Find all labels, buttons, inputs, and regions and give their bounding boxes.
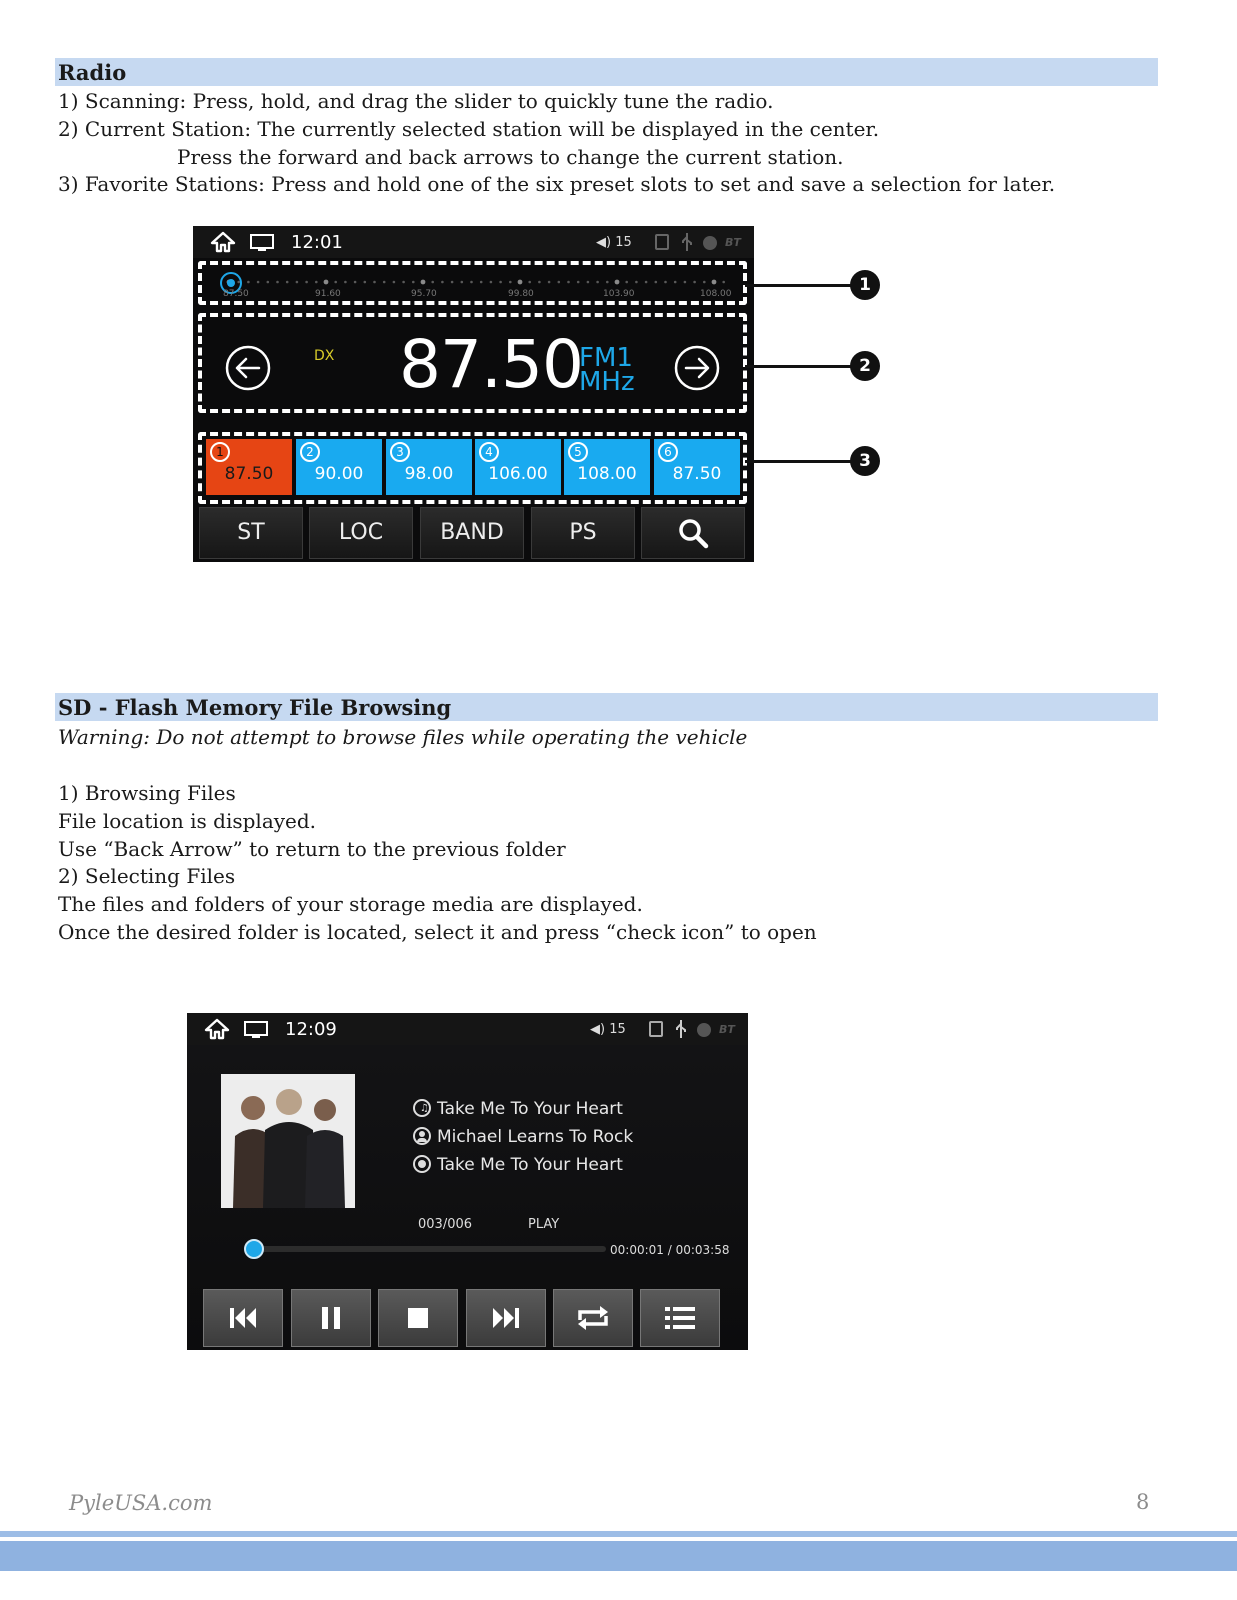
home-icon[interactable] [209,231,237,253]
radio-instruction-3: 3) Favorite Stations: Press and hold one of the six preset slots to set and save a selection for later. [58,172,1056,196]
clock: 12:09 [285,1019,337,1040]
band-name: FM1 [579,343,633,373]
scale-minor-tick [722,281,725,284]
preset-number: 3 [390,442,410,462]
status-bar [193,226,754,258]
album-row [413,1155,623,1175]
callout-leader [745,365,853,368]
sd-instruction-6: Once the desired folder is located, select it and press “check icon” to open [58,920,817,944]
preset-number: 4 [479,442,499,462]
scale-major-tick [615,280,620,285]
st-button[interactable]: ST [199,507,303,559]
scale-minor-tick [461,281,464,284]
scale-minor-tick [247,281,250,284]
bluetooth-icon: BT [719,1023,735,1036]
preset-number: 5 [568,442,588,462]
preset-frequency: 87.50 [672,464,722,484]
scale-minor-tick [441,281,444,284]
album-art-image [221,1074,355,1208]
callout-leader [745,460,853,463]
scale-minor-tick [276,281,279,284]
sd-card-icon [655,234,669,250]
scale-minor-tick [412,281,415,284]
tick-label: 87.50 [223,289,249,299]
preset-4[interactable] [475,439,561,495]
scale-minor-tick [703,281,706,284]
gear-icon [703,236,717,250]
scale-minor-tick [451,281,454,284]
preset-1[interactable] [206,439,292,495]
volume-indicator: ◀) 15 [590,1022,626,1037]
sd-instruction-5: The files and folders of your storage media are displayed. [58,892,643,916]
scale-minor-tick [596,281,599,284]
scale-minor-tick [625,281,628,284]
scale-minor-tick [470,281,473,284]
volume-indicator: ◀) 15 [596,235,632,250]
preset-2[interactable] [296,439,382,495]
sd-instruction-3: Use “Back Arrow” to return to the previous folder [58,837,566,861]
ps-button[interactable]: PS [531,507,635,559]
preset-frequency: 98.00 [404,464,454,484]
preset-frequency: 90.00 [314,464,364,484]
scale-minor-tick [558,281,561,284]
scale-minor-tick [635,281,638,284]
scale-major-tick [712,280,717,285]
artist-name: Michael Learns To Rock [437,1127,634,1147]
scale-minor-tick [393,281,396,284]
scale-minor-tick [490,281,493,284]
scale-minor-tick [509,281,512,284]
callout-marker-3: 3 [850,446,880,476]
sd-instruction-2: File location is displayed. [58,809,317,833]
home-icon[interactable] [203,1018,231,1040]
tick-label: 99.80 [508,289,534,299]
scale-minor-tick [257,281,260,284]
scale-minor-tick [548,281,551,284]
scale-minor-tick [383,281,386,284]
playlist-button[interactable] [640,1289,720,1347]
scale-minor-tick [587,281,590,284]
radio-screenshot [193,226,754,562]
track-index: 003/006 [418,1217,473,1232]
scale-minor-tick [364,281,367,284]
preset-3[interactable] [386,439,472,495]
repeat-button[interactable] [553,1289,633,1347]
scale-minor-tick [606,281,609,284]
scale-major-tick [518,280,523,285]
scale-minor-tick [344,281,347,284]
radio-instruction-2-cont: Press the forward and back arrows to change the current station. [177,145,844,169]
band-label [579,343,635,397]
stop-button[interactable] [378,1289,458,1347]
progress-knob[interactable] [244,1239,264,1259]
scale-minor-tick [645,281,648,284]
person-icon [413,1127,431,1145]
music-note-icon: ♫ [413,1099,431,1117]
scale-minor-tick [693,281,696,284]
usb-icon [679,232,695,252]
page-number: 8 [1136,1490,1150,1514]
preset-frequency: 108.00 [577,464,637,484]
preset-6[interactable] [654,439,740,495]
previous-track-button[interactable] [203,1289,283,1347]
status-bar [187,1013,748,1045]
scale-minor-tick [305,281,308,284]
scale-minor-tick [315,281,318,284]
tuning-slider[interactable] [213,272,733,292]
radio-section-header [55,58,1158,86]
previous-icon [204,1290,282,1346]
band-unit: MHz [579,367,635,397]
dx-indicator: DX [314,348,335,364]
next-station-button[interactable] [674,345,720,391]
scale-minor-tick [664,281,667,284]
volume-level: 15 [609,1022,626,1037]
volume-level: 15 [615,235,632,250]
scale-minor-tick [267,281,270,284]
album-name: Take Me To Your Heart [437,1155,623,1175]
current-frequency: 87.50 [399,326,583,403]
search-button[interactable] [641,507,745,559]
scale-minor-tick [373,281,376,284]
list-icon [641,1290,719,1346]
scale-minor-tick [334,281,337,284]
sd-card-icon [649,1021,663,1037]
album-art [221,1074,355,1208]
gear-icon [697,1023,711,1037]
preset-5[interactable] [564,439,650,495]
preset-number: 2 [300,442,320,462]
scale-minor-tick [402,281,405,284]
sd-instruction-1: 1) Browsing Files [58,781,236,805]
track-title-row [413,1099,623,1119]
player-screenshot [187,1013,748,1350]
pause-icon [292,1290,370,1346]
scale-minor-tick [354,281,357,284]
search-icon [676,516,710,550]
footer-band [0,1541,1237,1571]
scale-minor-tick [480,281,483,284]
pause-button[interactable] [291,1289,371,1347]
tick-label: 95.70 [411,289,437,299]
scale-minor-tick [296,281,299,284]
loc-button[interactable]: LOC [309,507,413,559]
tick-label: 108.00 [700,289,732,299]
play-state: PLAY [528,1217,560,1232]
preset-frequency: 106.00 [488,464,548,484]
disc-icon [413,1155,431,1173]
preset-number: 1 [210,442,230,462]
scale-minor-tick [684,281,687,284]
scale-major-tick [324,280,329,285]
clock: 12:01 [291,232,343,253]
sd-section-header [55,693,1158,721]
callout-marker-1: 1 [850,270,880,300]
sd-warning: Warning: Do not attempt to browse files while operating the vehicle [58,725,748,749]
radio-instruction-1: 1) Scanning: Press, hold, and drag the slider to quickly tune the radio. [58,89,774,113]
scale-minor-tick [577,281,580,284]
scale-major-tick [421,280,426,285]
scale-minor-tick [431,281,434,284]
scale-minor-tick [538,281,541,284]
previous-station-button[interactable] [225,345,271,391]
radio-instruction-2: 2) Current Station: The currently selected station will be displayed in the center. [58,117,880,141]
bluetooth-icon: BT [725,236,741,249]
next-icon [467,1290,545,1346]
next-track-button[interactable] [466,1289,546,1347]
tick-label: 91.60 [315,289,341,299]
elapsed-time: 00:00:01 / 00:03:58 [610,1243,730,1257]
screen-icon[interactable] [249,234,275,252]
footer-rule [0,1531,1237,1537]
usb-icon [673,1019,689,1039]
scale-minor-tick [528,281,531,284]
footer-website: PyleUSA.com [69,1491,213,1515]
track-title: Take Me To Your Heart [437,1099,623,1119]
sd-instruction-4: 2) Selecting Files [58,864,236,888]
scale-minor-tick [567,281,570,284]
screen-icon[interactable] [243,1021,269,1039]
artist-row [413,1127,633,1147]
scale-minor-tick [674,281,677,284]
callout-marker-2: 2 [850,351,880,381]
radio-section-title: Radio [58,60,127,85]
preset-frequency: 87.50 [224,464,274,484]
scale-minor-tick [286,281,289,284]
progress-bar[interactable] [254,1246,606,1252]
scale-minor-tick [499,281,502,284]
preset-number: 6 [658,442,678,462]
sd-section-title: SD - Flash Memory File Browsing [58,695,452,720]
repeat-icon [554,1290,632,1346]
band-button[interactable]: BAND [420,507,524,559]
scale-minor-tick [655,281,658,284]
callout-leader [745,284,853,287]
tick-label: 103.90 [603,289,635,299]
stop-icon [379,1290,457,1346]
